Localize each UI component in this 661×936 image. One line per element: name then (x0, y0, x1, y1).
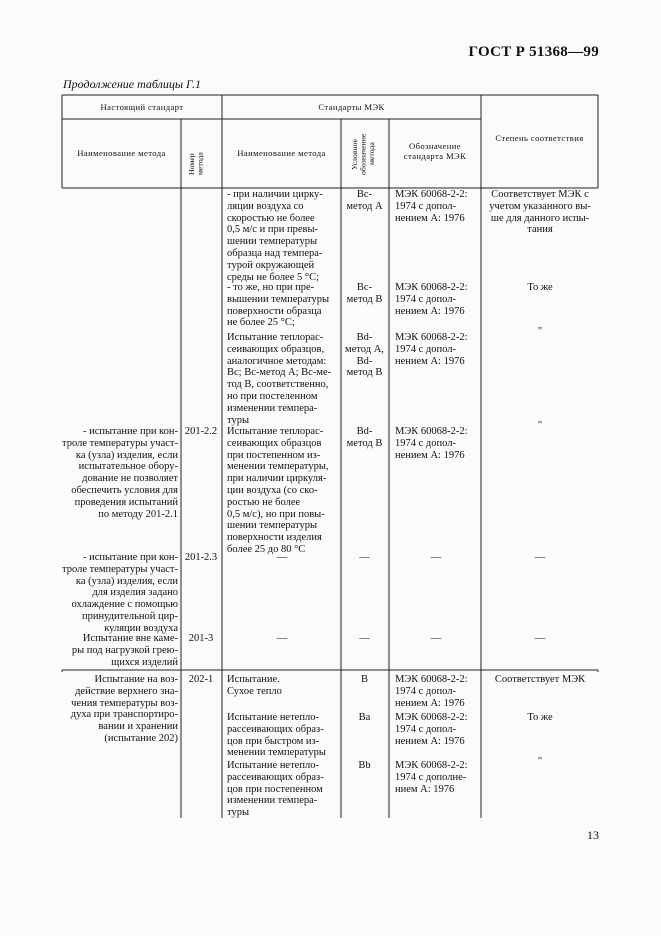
row-symbol: Ba (358, 712, 371, 723)
page-number: 13 (587, 828, 599, 842)
row-left-text: Испытание на воз- действие верхнего зна- чения температуры воз- духа при транспортиро- вании и хранении (испытание 202) (70, 674, 178, 744)
row-degree: " (537, 756, 543, 767)
row-left-text: Испытание вне каме- ры под нагрузкой грею- щихся изделий (71, 633, 178, 668)
row-method-text: — (276, 633, 288, 644)
row-method-text: Испытание теплорас- сеивающих образцов при постепенном из- менении температуры, при наличии циркуля- ции воздуха (со ско- ростью не более 0,5 м/с), но при повы- шении температуры поверхности изделия более 25 до 80 °С (227, 426, 329, 555)
header-iec-method-name: Наименование метода (237, 148, 326, 158)
row-symbol: — (359, 633, 370, 644)
row-method-text: Испытание нетепло- рассеивающих образ- цов при быстром из- менении температуры (227, 712, 326, 759)
row-standard: МЭК 60068-2-2: 1974 с допол- нением А: 1976 (395, 332, 468, 367)
row-degree: — (534, 552, 546, 563)
row-left-text: - испытание при кон- троле температуры участ- ка (узла) изделия, если для изделия задано охлаждение с помощью принудительной цир- куляции воздуха (62, 552, 178, 634)
row-symbol: B (360, 674, 368, 685)
document-code: ГОСТ Р 51368—99 (468, 44, 599, 60)
table-caption: Продолжение таблицы Г.1 (63, 77, 201, 91)
header-iec-designation: Обозначение стандарта МЭК (403, 141, 467, 161)
row-symbol: — (359, 552, 370, 563)
header-method-name: Наименование метода (77, 148, 166, 158)
row-standard: МЭК 60068-2-2: 1974 с допол- нением А: 1976 (395, 282, 468, 317)
row-degree: То же (527, 282, 553, 293)
header-method-number: Номер метода (187, 152, 205, 176)
row-symbol: Bd- метод А, Bd- метод В (345, 332, 384, 379)
row-standard: — (430, 633, 442, 644)
row-method-text: - при наличии цирку- ляции воздуха со скоростью не более 0,5 м/с и при превы- шении температуры образца над темпера- турой окружающей среды не более 5 °С; (227, 189, 323, 283)
row-method-text: Испытание. Сухое тепло (227, 674, 282, 697)
row-degree: То же (527, 712, 553, 723)
row-method-text: - то же, но при пре- вышении температуры поверхности образца не более 25 °С; (227, 282, 330, 329)
row-symbol: Bd- метод В (346, 426, 383, 449)
row-degree: " (537, 420, 543, 431)
row-left-text: - испытание при кон- троле температуры участ- ка (узла) изделия, если испытательное обору- дование не позволяет обеспечить условия для проведения испытаний по методу 201-2.1 (62, 426, 178, 520)
row-number: 201-2.2 (184, 426, 218, 437)
row-method-text: — (276, 552, 288, 563)
header-national-standard: Настоящий стандарт (100, 102, 184, 112)
header-compliance: Степень соответствия (495, 133, 584, 143)
row-symbol: Bb (358, 760, 371, 771)
row-number: 201-2.3 (184, 552, 218, 563)
row-standard: МЭК 60068-2-2: 1974 с допол- нением А: 1976 (395, 426, 468, 461)
header-iec-standards: Стандарты МЭК (318, 102, 385, 112)
row-standard: МЭК 60068-2-2: 1974 с допол- нением А: 1976 (395, 189, 468, 224)
row-symbol: Bc- метод В (346, 282, 383, 305)
row-standard: МЭК 60068-2-2: 1974 с допол- нением А: 1976 (395, 712, 468, 747)
row-standard: МЭК 60068-2-2: 1974 с допол- нением А: 1976 (395, 674, 468, 709)
row-number: 202-1 (188, 674, 214, 685)
row-method-text: Испытание нетепло- рассеивающих образ- цов при постепенном изменении темпера- туры (227, 760, 324, 819)
header-symbol: Условное обозначение метода (350, 133, 376, 175)
row-number: 201-3 (188, 633, 214, 644)
row-degree: — (534, 633, 546, 644)
row-degree: Соответствует МЭК (494, 674, 586, 685)
row-standard: — (430, 552, 442, 563)
row-method-text: Испытание теплорас- сеивающих образцов, аналогичное методам: Вс; Вс-метод А; Вс-ме- тод В, соответственно, но при постеленном изменении темпера- туры (227, 332, 332, 426)
row-degree: " (537, 326, 543, 337)
row-standard: МЭК 60068-2-2: 1974 с дополне- нием А: 1976 (395, 760, 468, 795)
row-symbol: Bc- метод А (346, 189, 383, 212)
row-degree: Соответствует МЭК с учетом указанного вы- ше для данного испы- тания (489, 189, 591, 236)
